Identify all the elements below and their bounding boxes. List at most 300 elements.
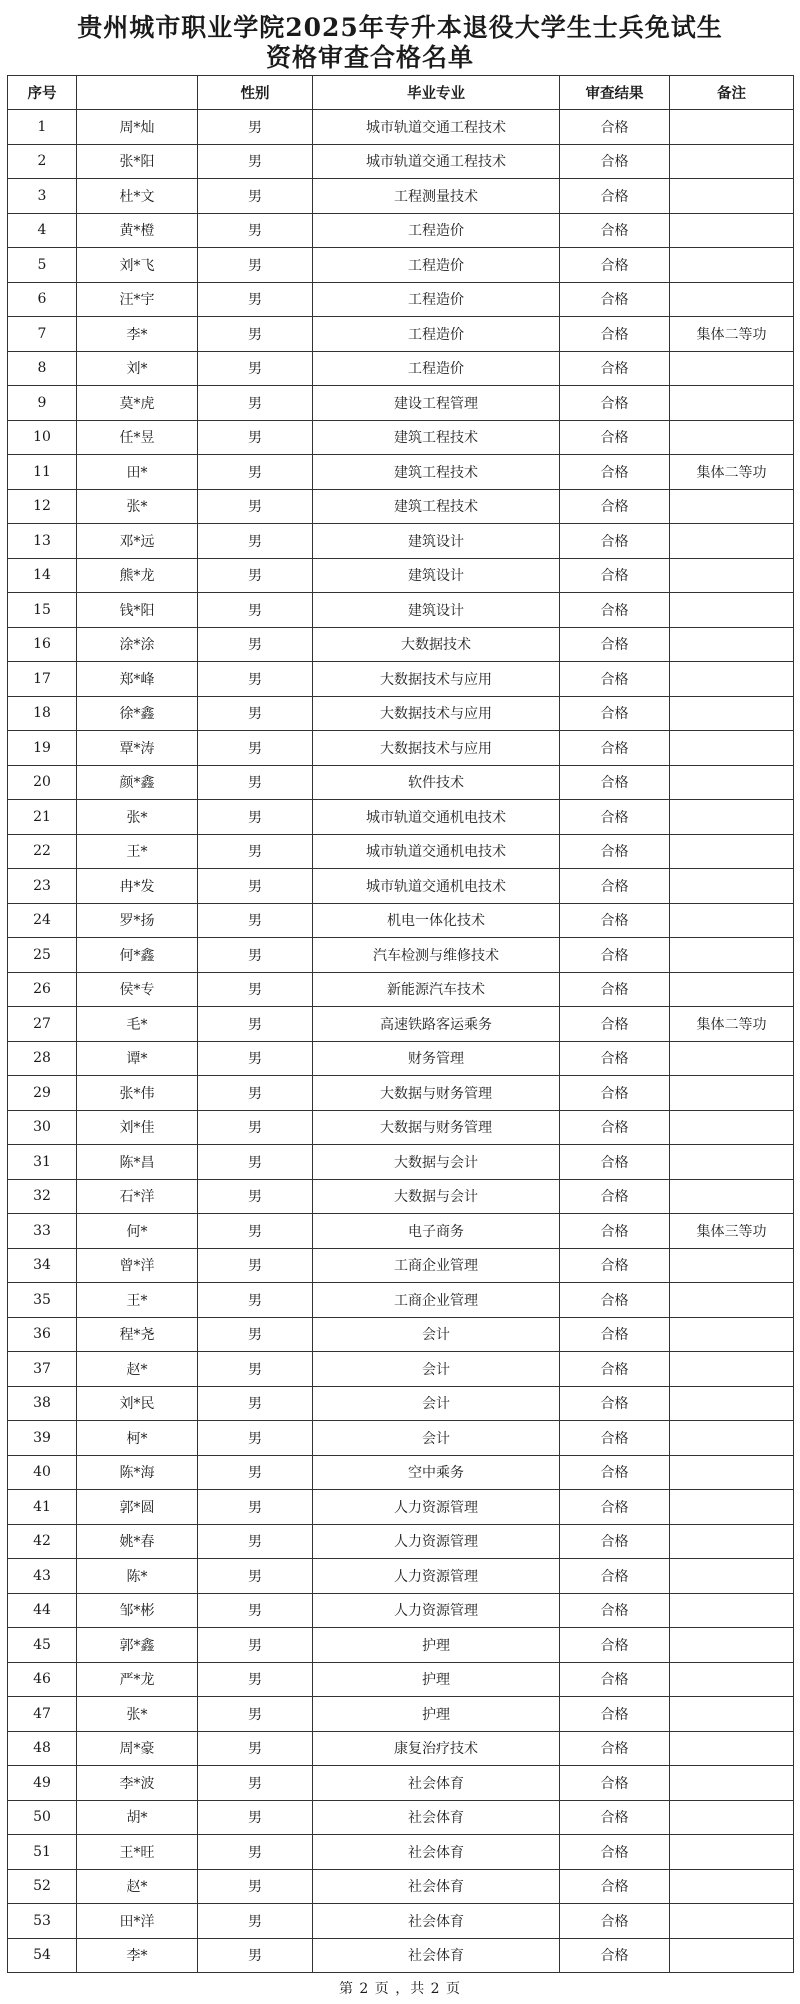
cell-name: 任*昱 [77,420,198,455]
cell-index: 8 [8,351,77,386]
cell-name: 石*洋 [77,1179,198,1214]
cell-gender: 男 [198,248,313,283]
cell-major: 社会体育 [313,1938,560,1973]
cell-major: 社会体育 [313,1766,560,1801]
cell-result: 合格 [560,1007,670,1042]
cell-result: 合格 [560,1524,670,1559]
cell-name: 邓*远 [77,524,198,559]
cell-index: 44 [8,1593,77,1628]
cell-name: 颜*鑫 [77,765,198,800]
cell-major: 大数据技术与应用 [313,731,560,766]
cell-major: 护理 [313,1662,560,1697]
cell-gender: 男 [198,1145,313,1180]
table-row [8,1041,794,1076]
cell-name: 周*灿 [77,110,198,145]
cell-gender: 男 [198,1041,313,1076]
cell-result: 合格 [560,524,670,559]
cell-major: 大数据与财务管理 [313,1076,560,1111]
cell-gender: 男 [198,696,313,731]
cell-gender: 男 [198,593,313,628]
cell-remark: 集体二等功 [670,1007,794,1042]
cell-result: 合格 [560,1283,670,1318]
cell-index: 2 [8,144,77,179]
cell-gender: 男 [198,1766,313,1801]
cell-result: 合格 [560,110,670,145]
cell-major: 工程造价 [313,213,560,248]
cell-index: 51 [8,1835,77,1870]
cell-remark [670,386,794,421]
cell-remark [670,110,794,145]
cell-remark [670,282,794,317]
table-row [8,1662,794,1697]
cell-index: 47 [8,1697,77,1732]
cell-result: 合格 [560,800,670,835]
cell-name: 陈*海 [77,1455,198,1490]
cell-gender: 男 [198,938,313,973]
cell-index: 15 [8,593,77,628]
table-row [8,1559,794,1594]
cell-index: 12 [8,489,77,524]
cell-remark [670,627,794,662]
table-row [8,213,794,248]
cell-major: 软件技术 [313,765,560,800]
table-row [8,972,794,1007]
table-row [8,662,794,697]
cell-result: 合格 [560,1317,670,1352]
cell-gender: 男 [198,1904,313,1939]
cell-index: 9 [8,386,77,421]
cell-result: 合格 [560,1662,670,1697]
cell-result: 合格 [560,1041,670,1076]
cell-index: 26 [8,972,77,1007]
cell-result: 合格 [560,317,670,352]
table-row [8,593,794,628]
cell-result: 合格 [560,1697,670,1732]
cell-result: 合格 [560,1766,670,1801]
cell-name: 郭*圆 [77,1490,198,1525]
cell-major: 大数据与会计 [313,1145,560,1180]
cell-remark [670,731,794,766]
cell-gender: 男 [198,1869,313,1904]
cell-remark [670,1800,794,1835]
cell-remark [670,179,794,214]
cell-major: 护理 [313,1628,560,1663]
table-row [8,1835,794,1870]
cell-gender: 男 [198,1490,313,1525]
cell-result: 合格 [560,248,670,283]
cell-remark [670,1145,794,1180]
cell-remark [670,1352,794,1387]
cell-major: 护理 [313,1697,560,1732]
cell-gender: 男 [198,213,313,248]
cell-result: 合格 [560,1386,670,1421]
cell-major: 高速铁路客运乘务 [313,1007,560,1042]
header-result: 审查结果 [560,76,670,110]
cell-major: 社会体育 [313,1800,560,1835]
table-row [8,1110,794,1145]
cell-name: 杜*文 [77,179,198,214]
cell-major: 人力资源管理 [313,1559,560,1594]
cell-gender: 男 [198,834,313,869]
table-row [8,144,794,179]
cell-index: 36 [8,1317,77,1352]
table-row [8,1248,794,1283]
cell-remark [670,1317,794,1352]
table-row [8,1869,794,1904]
cell-result: 合格 [560,351,670,386]
table-row [8,110,794,145]
cell-gender: 男 [198,1248,313,1283]
cell-result: 合格 [560,1248,670,1283]
table-row [8,627,794,662]
cell-result: 合格 [560,627,670,662]
cell-major: 工商企业管理 [313,1283,560,1318]
table-row [8,1904,794,1939]
cell-index: 43 [8,1559,77,1594]
table-row [8,420,794,455]
cell-index: 32 [8,1179,77,1214]
cell-name: 刘*佳 [77,1110,198,1145]
table-row [8,731,794,766]
cell-result: 合格 [560,1628,670,1663]
cell-major: 建筑设计 [313,558,560,593]
cell-result: 合格 [560,1352,670,1387]
cell-remark [670,524,794,559]
cell-major: 建筑设计 [313,593,560,628]
cell-gender: 男 [198,1662,313,1697]
cell-result: 合格 [560,420,670,455]
cell-major: 城市轨道交通机电技术 [313,800,560,835]
cell-index: 35 [8,1283,77,1318]
cell-major: 会计 [313,1386,560,1421]
cell-index: 3 [8,179,77,214]
table-row [8,1421,794,1456]
table-row [8,1317,794,1352]
cell-result: 合格 [560,834,670,869]
cell-remark [670,903,794,938]
cell-name: 黄*橙 [77,213,198,248]
cell-gender: 男 [198,1593,313,1628]
cell-remark [670,558,794,593]
cell-index: 23 [8,869,77,904]
cell-remark [670,1593,794,1628]
cell-result: 合格 [560,1869,670,1904]
cell-gender: 男 [198,1697,313,1732]
cell-remark [670,248,794,283]
cell-name: 熊*龙 [77,558,198,593]
cell-major: 建筑工程技术 [313,489,560,524]
table-row [8,1938,794,1973]
table-row [8,1179,794,1214]
cell-name: 钱*阳 [77,593,198,628]
cell-name: 徐*鑫 [77,696,198,731]
table-row [8,1490,794,1525]
cell-index: 16 [8,627,77,662]
cell-remark: 集体二等功 [670,317,794,352]
cell-result: 合格 [560,1559,670,1594]
cell-gender: 男 [198,627,313,662]
table-row [8,317,794,352]
cell-index: 38 [8,1386,77,1421]
cell-index: 24 [8,903,77,938]
cell-gender: 男 [198,1524,313,1559]
cell-result: 合格 [560,1421,670,1456]
cell-gender: 男 [198,903,313,938]
table-row [8,179,794,214]
cell-remark [670,1731,794,1766]
cell-index: 42 [8,1524,77,1559]
header-remark: 备注 [670,76,794,110]
cell-result: 合格 [560,765,670,800]
cell-name: 王* [77,834,198,869]
cell-name: 罗*扬 [77,903,198,938]
cell-index: 31 [8,1145,77,1180]
cell-remark [670,213,794,248]
cell-index: 1 [8,110,77,145]
cell-name: 李*波 [77,1766,198,1801]
table-row [8,938,794,973]
table-row [8,524,794,559]
table-row [8,1766,794,1801]
table-row [8,455,794,490]
cell-name: 柯* [77,1421,198,1456]
cell-result: 合格 [560,731,670,766]
cell-gender: 男 [198,1179,313,1214]
table-row [8,1731,794,1766]
cell-remark [670,1628,794,1663]
cell-major: 社会体育 [313,1904,560,1939]
cell-gender: 男 [198,386,313,421]
table-row [8,558,794,593]
cell-index: 34 [8,1248,77,1283]
cell-name: 郑*峰 [77,662,198,697]
cell-name: 张* [77,800,198,835]
cell-remark [670,1179,794,1214]
cell-name: 王*旺 [77,1835,198,1870]
cell-major: 城市轨道交通机电技术 [313,834,560,869]
cell-name: 冉*发 [77,869,198,904]
cell-gender: 男 [198,317,313,352]
cell-major: 人力资源管理 [313,1490,560,1525]
cell-index: 52 [8,1869,77,1904]
cell-gender: 男 [198,765,313,800]
cell-name: 严*龙 [77,1662,198,1697]
cell-name: 邹*彬 [77,1593,198,1628]
cell-index: 28 [8,1041,77,1076]
cell-remark [670,869,794,904]
cell-remark [670,1248,794,1283]
cell-result: 合格 [560,972,670,1007]
cell-index: 33 [8,1214,77,1249]
cell-major: 会计 [313,1317,560,1352]
cell-major: 城市轨道交通工程技术 [313,110,560,145]
cell-result: 合格 [560,1593,670,1628]
cell-name: 田*洋 [77,1904,198,1939]
table-row [8,1076,794,1111]
table-row [8,282,794,317]
cell-name: 曾*洋 [77,1248,198,1283]
cell-index: 17 [8,662,77,697]
cell-name: 汪*宇 [77,282,198,317]
cell-index: 46 [8,1662,77,1697]
cell-result: 合格 [560,1145,670,1180]
page-footer: 第 2 页 ，共 2 页 [338,1981,462,1997]
document-title-line2: 资格审查合格名单 [265,43,474,72]
cell-remark [670,800,794,835]
cell-index: 22 [8,834,77,869]
cell-name: 胡* [77,1800,198,1835]
cell-result: 合格 [560,282,670,317]
cell-gender: 男 [198,1800,313,1835]
cell-gender: 男 [198,1938,313,1973]
cell-remark [670,834,794,869]
qualified-list-table [7,75,794,1973]
cell-name: 何* [77,1214,198,1249]
cell-gender: 男 [198,731,313,766]
cell-major: 工程测量技术 [313,179,560,214]
cell-remark [670,1421,794,1456]
cell-gender: 男 [198,1731,313,1766]
cell-remark [670,1938,794,1973]
cell-major: 康复治疗技术 [313,1731,560,1766]
cell-index: 54 [8,1938,77,1973]
cell-gender: 男 [198,179,313,214]
cell-remark [670,1041,794,1076]
cell-remark [670,1559,794,1594]
cell-name: 张*伟 [77,1076,198,1111]
cell-result: 合格 [560,1214,670,1249]
cell-remark [670,1766,794,1801]
table-row [8,696,794,731]
cell-result: 合格 [560,696,670,731]
table-row [8,1628,794,1663]
cell-result: 合格 [560,144,670,179]
cell-result: 合格 [560,1110,670,1145]
table-row [8,351,794,386]
cell-result: 合格 [560,489,670,524]
cell-result: 合格 [560,386,670,421]
cell-name: 陈*昌 [77,1145,198,1180]
cell-remark [670,351,794,386]
cell-remark [670,1697,794,1732]
cell-result: 合格 [560,1904,670,1939]
cell-index: 6 [8,282,77,317]
table-body [8,110,794,1973]
cell-index: 48 [8,1731,77,1766]
cell-name: 张* [77,489,198,524]
cell-major: 工程造价 [313,282,560,317]
table-row [8,1214,794,1249]
cell-remark [670,1869,794,1904]
cell-major: 财务管理 [313,1041,560,1076]
cell-name: 刘*飞 [77,248,198,283]
cell-major: 空中乘务 [313,1455,560,1490]
cell-index: 5 [8,248,77,283]
document-title-line1: 贵州城市职业学院2025年专升本退役大学生士兵免试生 [77,13,723,42]
cell-remark [670,938,794,973]
cell-gender: 男 [198,1214,313,1249]
cell-gender: 男 [198,524,313,559]
cell-major: 城市轨道交通机电技术 [313,869,560,904]
table-row [8,1007,794,1042]
cell-index: 14 [8,558,77,593]
cell-remark [670,1076,794,1111]
table-row [8,834,794,869]
table-row [8,1455,794,1490]
cell-name: 陈* [77,1559,198,1594]
cell-remark [670,1110,794,1145]
table-row [8,903,794,938]
cell-index: 7 [8,317,77,352]
cell-index: 40 [8,1455,77,1490]
cell-result: 合格 [560,1835,670,1870]
cell-result: 合格 [560,1731,670,1766]
cell-major: 人力资源管理 [313,1593,560,1628]
table-row [8,1697,794,1732]
cell-remark [670,1490,794,1525]
cell-gender: 男 [198,489,313,524]
cell-remark [670,593,794,628]
cell-remark [670,1904,794,1939]
cell-name: 张*阳 [77,144,198,179]
table-row [8,1283,794,1318]
table-row [8,489,794,524]
cell-result: 合格 [560,558,670,593]
cell-remark [670,1835,794,1870]
table-row [8,1145,794,1180]
header-index: 序号 [8,76,77,110]
cell-result: 合格 [560,1938,670,1973]
cell-gender: 男 [198,1076,313,1111]
cell-name: 赵* [77,1352,198,1387]
cell-name: 李* [77,317,198,352]
cell-gender: 男 [198,1283,313,1318]
table-header-row [8,76,794,110]
table-row [8,1386,794,1421]
cell-gender: 男 [198,972,313,1007]
header-gender: 性别 [198,76,313,110]
cell-name: 刘*民 [77,1386,198,1421]
table-row [8,248,794,283]
cell-name: 侯*专 [77,972,198,1007]
cell-name: 何*鑫 [77,938,198,973]
cell-name: 姚*春 [77,1524,198,1559]
cell-major: 建筑设计 [313,524,560,559]
cell-index: 11 [8,455,77,490]
cell-index: 50 [8,1800,77,1835]
cell-remark: 集体三等功 [670,1214,794,1249]
cell-major: 新能源汽车技术 [313,972,560,1007]
cell-gender: 男 [198,662,313,697]
cell-index: 25 [8,938,77,973]
cell-gender: 男 [198,1110,313,1145]
cell-major: 建设工程管理 [313,386,560,421]
cell-index: 45 [8,1628,77,1663]
cell-major: 大数据技术与应用 [313,662,560,697]
cell-remark [670,662,794,697]
table-row [8,765,794,800]
table-row [8,800,794,835]
cell-major: 建筑工程技术 [313,455,560,490]
cell-result: 合格 [560,1455,670,1490]
cell-index: 4 [8,213,77,248]
cell-major: 社会体育 [313,1869,560,1904]
cell-result: 合格 [560,1800,670,1835]
cell-remark [670,972,794,1007]
cell-name: 赵* [77,1869,198,1904]
cell-index: 30 [8,1110,77,1145]
cell-gender: 男 [198,351,313,386]
